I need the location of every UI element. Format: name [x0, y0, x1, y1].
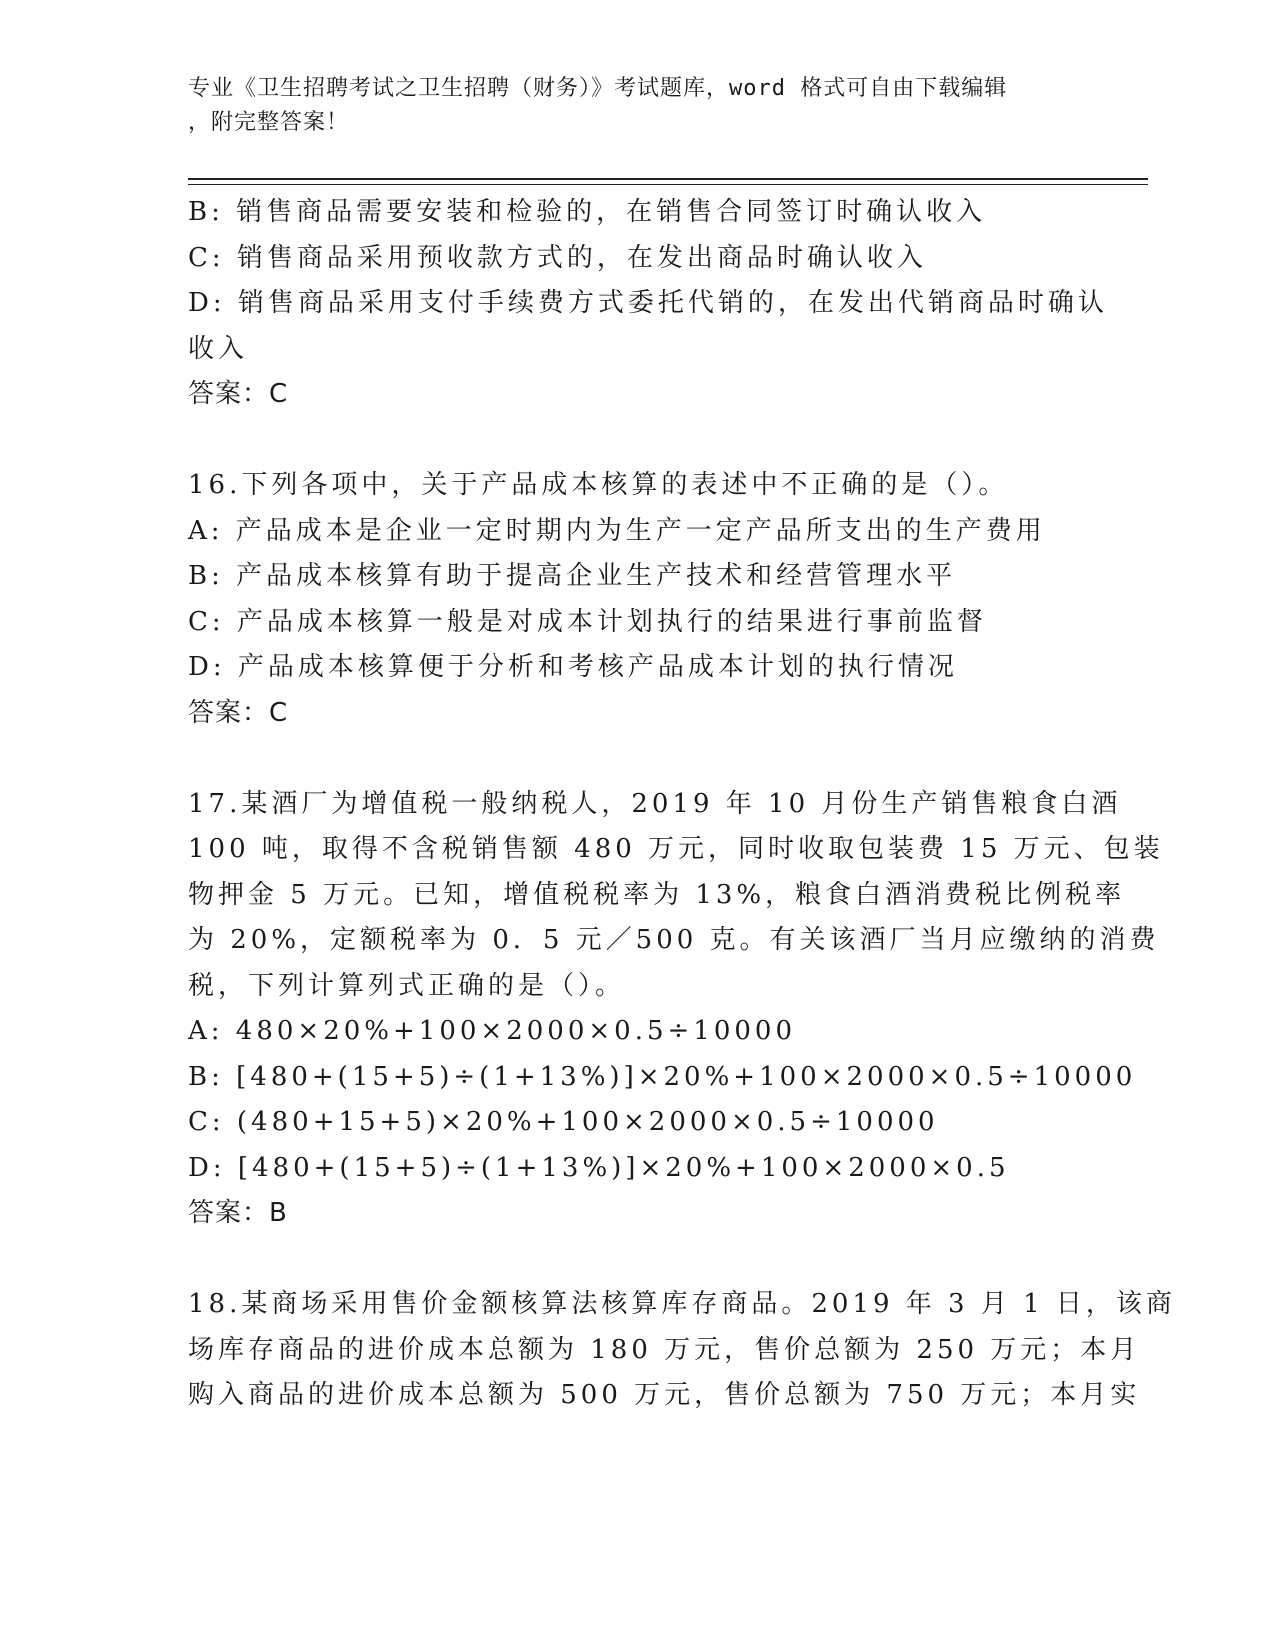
q16-option-a: A: 产品成本是企业一定时期内为生产一定产品所支出的生产费用 — [188, 515, 1046, 546]
q17-stem-line-2: 100 吨，取得不含税销售额 480 万元，同时收取包装费 15 万元、包装 — [188, 834, 1164, 864]
q18-stem-line-1: 18.某商场采用售价金额核算法核算库存商品。2019 年 3 月 1 日，该商 — [188, 1289, 1176, 1319]
q16-option-d: D: 产品成本核算便于分析和考核产品成本计划的执行情况 — [188, 652, 958, 682]
question-content — [188, 190, 1176, 1419]
q17-stem-line-3: 物押金 5 万元。已知，增值税税率为 13%，粮食白酒消费税比例税率 — [188, 879, 1126, 910]
spacer — [188, 736, 1088, 782]
header-line-2: ，附完整答案！ — [188, 110, 350, 135]
q15-option-b: B: 销售商品需要安装和检验的，在销售合同签订时确认收入 — [188, 197, 987, 227]
q17-option-d: D: [480+(15+5)÷(1+13%)]×20%+100×2000×0.5 — [188, 1152, 1010, 1183]
q17-option-a: A: 480×20%+100×2000×0.5÷10000 — [188, 1016, 796, 1046]
q17-option-c: C: (480+15+5)×20%+100×2000×0.5÷10000 — [188, 1107, 939, 1137]
q16-answer: 答案：C — [188, 697, 289, 728]
q17-stem-line-1: 17.某酒厂为增值税一般纳税人，2019 年 10 月份生产销售粮食白酒 — [188, 788, 1122, 819]
q18-stem-line-2: 场库存商品的进价成本总额为 180 万元，售价总额为 250 万元；本月 — [188, 1334, 1141, 1365]
q17-stem-line-5: 税，下列计算列式正确的是（）。 — [188, 970, 626, 1001]
q15-option-c: C: 销售商品采用预收款方式的，在发出商品时确认收入 — [188, 242, 927, 273]
q17-stem-line-4: 为 20%，定额税率为 0．5 元／500 克。有关该酒厂当月应缴纳的消费 — [188, 925, 1160, 955]
header-line-1: 专业《卫生招聘考试之卫生招聘（财务）》考试题库，word 格式可自由下载编辑 — [188, 76, 1008, 101]
q16-stem: 16.下列各项中，关于产品成本核算的表述中不正确的是（）。 — [188, 470, 1009, 500]
q16-option-c: C: 产品成本核算一般是对成本计划执行的结果进行事前监督 — [188, 606, 987, 637]
document-header — [188, 72, 1088, 140]
header-rule-thin — [188, 184, 1148, 185]
q17-option-b: B: [480+(15+5)÷(1+13%)]×20%+100×2000×0.5÷10000 — [188, 1061, 1137, 1092]
q17-answer: 答案：B — [188, 1198, 288, 1228]
q15-option-d-line-1: D: 销售商品采用支付手续费方式委托代销的，在发出代销商品时确认 — [188, 288, 1108, 318]
q16-option-b: B: 产品成本核算有助于提高企业生产技术和经营管理水平 — [188, 561, 957, 591]
q15-answer: 答案：C — [188, 379, 289, 409]
spacer — [188, 1237, 1088, 1283]
q15-option-d-line-2: 收入 — [188, 333, 249, 364]
header-rule-thick — [188, 178, 1148, 180]
q18-stem-line-3: 购入商品的进价成本总额为 500 万元，售价总额为 750 万元；本月实 — [188, 1380, 1141, 1410]
spacer — [188, 418, 1088, 464]
